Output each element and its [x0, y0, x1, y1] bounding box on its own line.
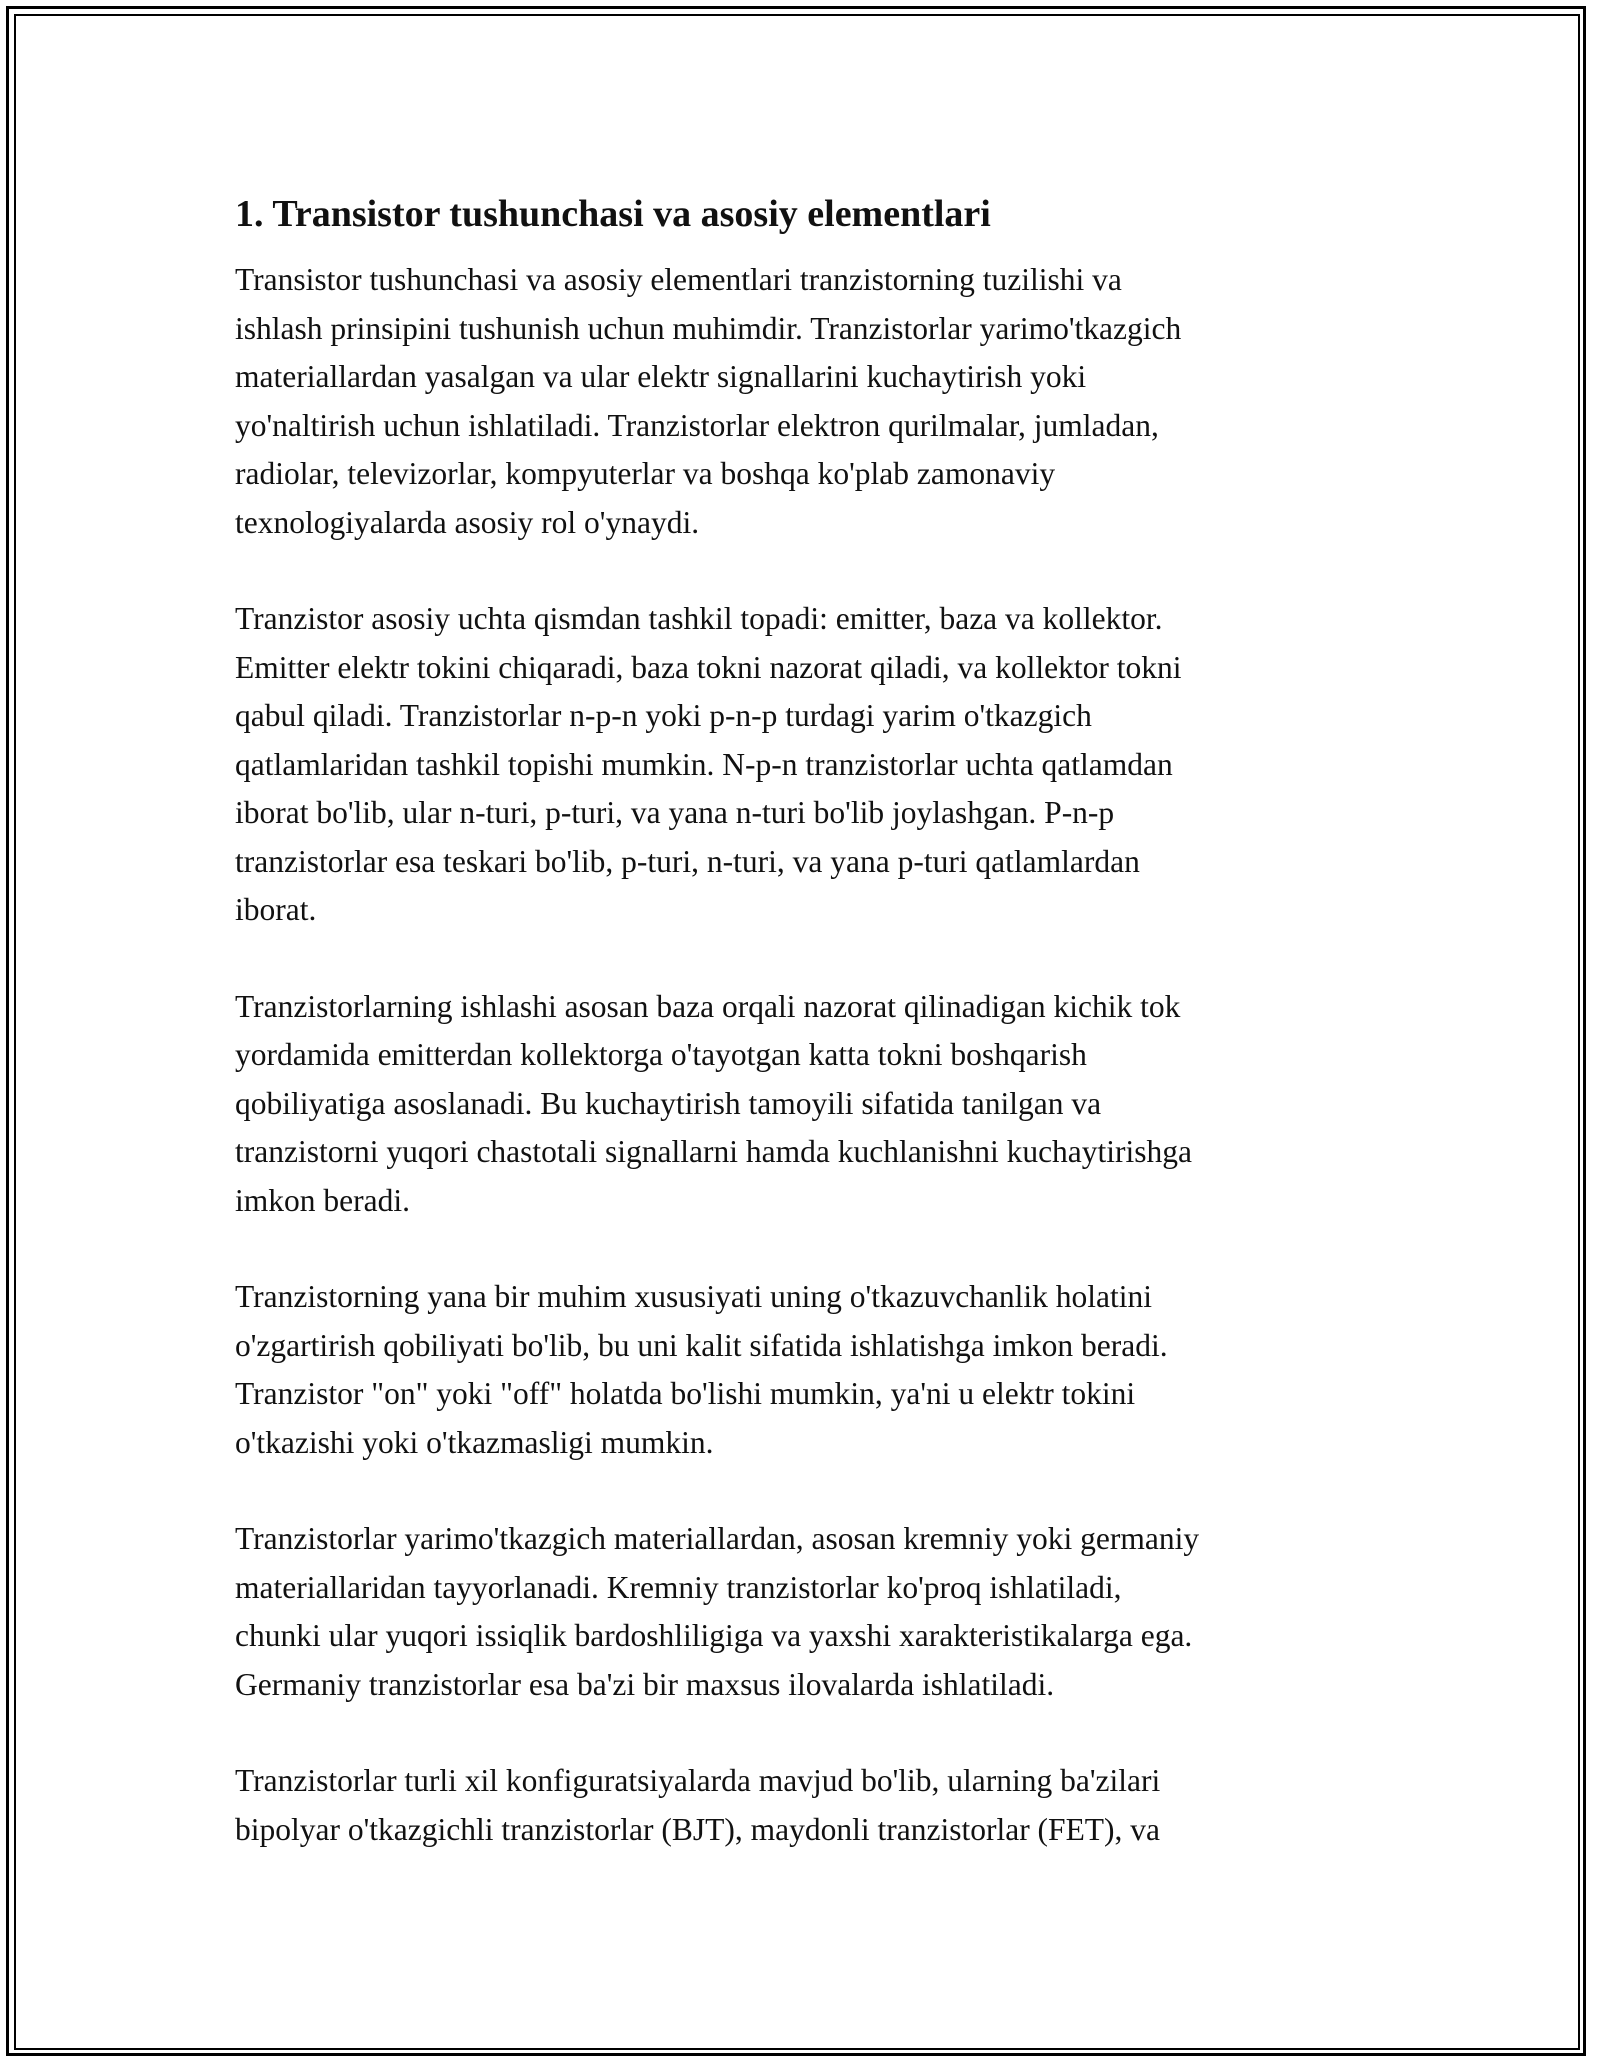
paragraph-materials	[235, 1515, 1375, 1709]
text-line: Germaniy tranzistorlar esa ba'zi bir maxsus ilovalarda ishlatiladi.	[235, 1666, 1055, 1702]
text-line: radiolar, televizorlar, kompyuterlar va boshqa ko'plab zamonaviy	[235, 456, 1056, 491]
text-line: materiallardan yasalgan va ular elektr signallarini kuchaytirish yoki	[235, 359, 1087, 394]
text-line: ishlash prinsipini tushunish uchun muhimdir. Tranzistorlar yarimo'tkazgich	[235, 310, 1182, 346]
text-line: Tranzistorlar turli xil konfiguratsiyalarda mavjud bo'lib, ularning ba'zilari	[235, 1763, 1161, 1798]
text-line: Tranzistor "on" yoki "off" holatda bo'lishi mumkin, ya'ni u elektr tokini	[235, 1376, 1136, 1411]
paragraph-structure	[235, 595, 1375, 935]
text-line: texnologiyalarda asosiy rol o'ynaydi.	[235, 504, 700, 540]
text-line: tranzistorni yuqori chastotali signallarni hamda kuchlanishni kuchaytirishga	[235, 1134, 1193, 1169]
section-heading: 1. Transistor tushunchasi va asosiy elementlari	[235, 193, 991, 235]
text-line: Tranzistorning yana bir muhim xususiyati uning o'tkazuvchanlik holatini	[235, 1279, 1153, 1314]
text-line: o'zgartirish qobiliyati bo'lib, bu uni kalit sifatida ishlatishga imkon beradi.	[235, 1327, 1168, 1363]
text-line: iborat bo'lib, ular n-turi, p-turi, va yana n-turi bo'lib joylashgan. P-n-p	[235, 795, 1115, 830]
text-line: Emitter elektr tokini chiqaradi, baza tokni nazorat qiladi, va kollektor tokni	[235, 649, 1182, 685]
text-line: yo'naltirish uchun ishlatiladi. Tranzistorlar elektron qurilmalar, jumladan,	[235, 407, 1159, 443]
text-line: materiallaridan tayyorlanadi. Kremniy tranzistorlar ko'proq ishlatiladi,	[235, 1569, 1122, 1605]
text-line: qabul qiladi. Tranzistorlar n-p-n yoki p-n-p turdagi yarim o'tkazgich	[235, 698, 1092, 733]
paragraph-configurations	[235, 1757, 1375, 1854]
paragraph-intro	[235, 256, 1375, 547]
document-body	[235, 190, 1375, 1902]
paragraph-operation	[235, 983, 1375, 1226]
text-line: qobiliyatiga asoslanadi. Bu kuchaytirish tamoyili sifatida tanilgan va	[235, 1085, 1102, 1121]
text-line: tranzistorlar esa teskari bo'lib, p-turi, n-turi, va yana p-turi qatlamlardan	[235, 843, 1140, 879]
text-line: yordamida emitterdan kollektorga o'tayotgan katta tokni boshqarish	[235, 1037, 1087, 1072]
text-line: qatlamlaridan tashkil topishi mumkin. N-p-n tranzistorlar uchta qatlamdan	[235, 746, 1173, 782]
text-line: iborat.	[235, 892, 317, 927]
text-line: Tranzistorlar yarimo'tkazgich materiallardan, asosan kremniy yoki germaniy	[235, 1521, 1200, 1556]
text-line: o'tkazishi yoki o'tkazmasligi mumkin.	[235, 1424, 714, 1460]
text-line: Transistor tushunchasi va asosiy elementlari tranzistorning tuzilishi va	[235, 262, 1122, 297]
text-line: imkon beradi.	[235, 1182, 410, 1218]
text-line: bipolyar o'tkazgichli tranzistorlar (BJT), maydonli tranzistorlar (FET), va	[235, 1811, 1161, 1847]
text-line: chunki ular yuqori issiqlik bardoshliligiga va yaxshi xarakteristikalarga ega.	[235, 1618, 1193, 1653]
paragraph-switching	[235, 1273, 1375, 1467]
text-line: Tranzistor asosiy uchta qismdan tashkil topadi: emitter, baza va kollektor.	[235, 601, 1163, 636]
text-line: Tranzistorlarning ishlashi asosan baza orqali nazorat qilinadigan kichik tok	[235, 988, 1181, 1024]
